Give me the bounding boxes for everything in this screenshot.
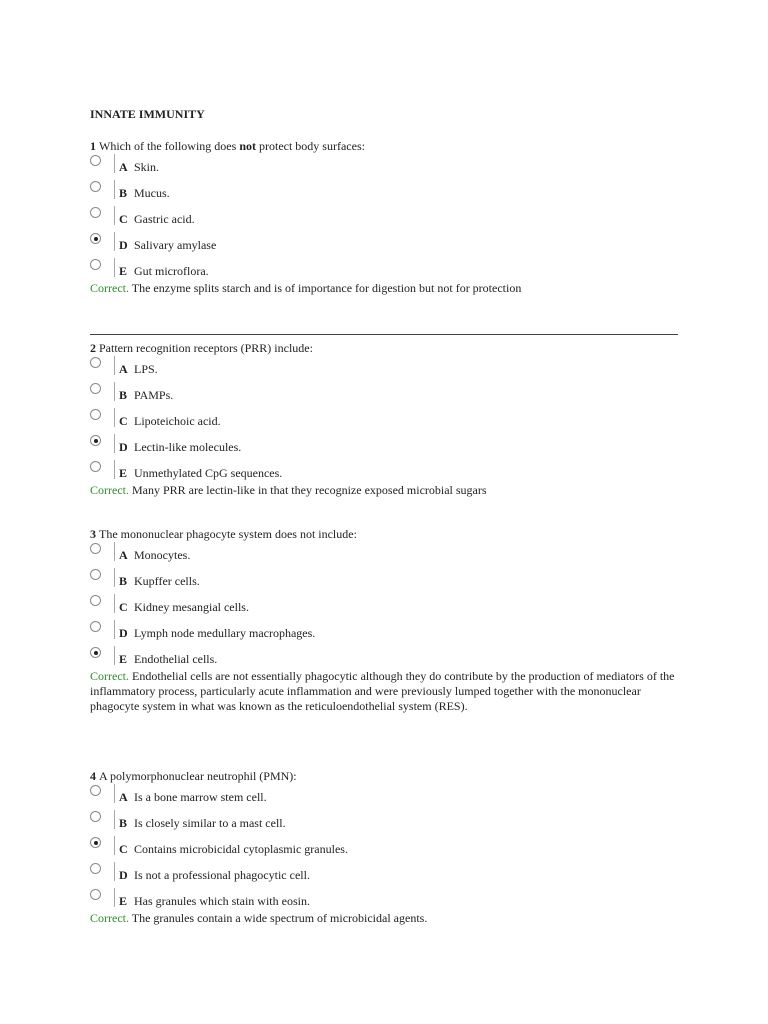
answer-option[interactable]: [90, 232, 680, 258]
option-divider: [114, 356, 115, 375]
radio-button[interactable]: [90, 207, 101, 218]
radio-button[interactable]: [90, 863, 101, 874]
option-text: Gut microflora.: [134, 264, 209, 278]
question-stem: [90, 526, 680, 542]
radio-button[interactable]: [90, 595, 101, 606]
option-text: Contains microbicidal cytoplasmic granules.: [134, 842, 348, 856]
option-divider: [114, 154, 115, 173]
feedback-correct-label: Correct.: [90, 483, 129, 497]
option-text: Kidney mesangial cells.: [134, 600, 249, 614]
option-letter: D: [119, 868, 128, 882]
option-letter: D: [119, 626, 128, 640]
radio-button[interactable]: [90, 155, 101, 166]
option-text: Gastric acid.: [134, 212, 195, 226]
option-letter: B: [119, 574, 128, 588]
option-divider: [114, 836, 115, 855]
option-letter: A: [119, 362, 128, 376]
radio-button[interactable]: [90, 543, 101, 554]
option-divider: [114, 568, 115, 587]
option-letter: A: [119, 160, 128, 174]
answer-option[interactable]: [90, 568, 680, 594]
radio-button[interactable]: [90, 461, 101, 472]
option-divider: [114, 232, 115, 251]
option-text: Endothelial cells.: [134, 652, 218, 666]
option-divider: [114, 646, 115, 665]
answer-option[interactable]: [90, 180, 680, 206]
option-divider: [114, 888, 115, 907]
question-text: A polymorphonuclear neutrophil (PMN):: [99, 769, 297, 783]
question-stem: [90, 768, 680, 784]
option-divider: [114, 180, 115, 199]
option-divider: [114, 460, 115, 479]
question-stem: [90, 340, 680, 356]
option-text: Lymph node medullary macrophages.: [134, 626, 316, 640]
feedback-text: Endothelial cells are not essentially phagocytic although they do contribute by the production of mediators of the inflammatory process, particularly acute inflammation and were previously lumped together with the mononuclear phagocyte system in what was known as the reticuloendothelial system (RES).: [90, 669, 675, 713]
answer-option[interactable]: [90, 620, 680, 646]
radio-button[interactable]: [90, 569, 101, 580]
question-block: [90, 138, 680, 296]
radio-button[interactable]: [90, 435, 101, 446]
answer-option[interactable]: [90, 542, 680, 568]
answer-option[interactable]: [90, 460, 680, 486]
radio-button[interactable]: [90, 621, 101, 632]
option-divider: [114, 810, 115, 829]
answer-option[interactable]: [90, 408, 680, 434]
radio-button[interactable]: [90, 647, 101, 658]
option-divider: [114, 258, 115, 277]
answer-option[interactable]: [90, 434, 680, 460]
option-text: Unmethylated CpG sequences.: [134, 466, 283, 480]
question-number: 2: [90, 341, 96, 355]
answer-option[interactable]: [90, 206, 680, 232]
question-number: 4: [90, 769, 96, 783]
question-block: [90, 526, 680, 714]
question-divider: [90, 334, 678, 335]
answer-option[interactable]: [90, 356, 680, 382]
option-divider: [114, 542, 115, 561]
answer-option[interactable]: [90, 888, 680, 914]
answer-option[interactable]: [90, 594, 680, 620]
option-letter: C: [119, 600, 128, 614]
option-letter: E: [119, 894, 128, 908]
option-divider: [114, 382, 115, 401]
option-divider: [114, 434, 115, 453]
option-letter: E: [119, 264, 128, 278]
question-text-emphasis: not: [239, 139, 256, 153]
option-letter: E: [119, 466, 128, 480]
radio-button[interactable]: [90, 233, 101, 244]
option-letter: B: [119, 186, 128, 200]
radio-button[interactable]: [90, 383, 101, 394]
option-text: Salivary amylase: [134, 238, 217, 252]
option-text: Is a bone marrow stem cell.: [134, 790, 267, 804]
option-text: Has granules which stain with eosin.: [134, 894, 310, 908]
feedback-correct-label: Correct.: [90, 281, 129, 295]
answer-option[interactable]: [90, 810, 680, 836]
option-letter: D: [119, 238, 128, 252]
feedback-text: The enzyme splits starch and is of importance for digestion but not for protection: [128, 281, 522, 295]
answer-option[interactable]: [90, 862, 680, 888]
radio-button[interactable]: [90, 785, 101, 796]
answer-option[interactable]: [90, 154, 680, 180]
answer-option[interactable]: [90, 258, 680, 284]
option-letter: A: [119, 790, 128, 804]
option-text: Kupffer cells.: [134, 574, 200, 588]
option-letter: C: [119, 212, 128, 226]
question-block: [90, 340, 680, 498]
question-text: Which of the following does: [99, 139, 240, 153]
option-text: Mucus.: [134, 186, 170, 200]
feedback-correct-label: Correct.: [90, 669, 129, 683]
option-letter: A: [119, 548, 128, 562]
answer-option[interactable]: [90, 382, 680, 408]
radio-button[interactable]: [90, 181, 101, 192]
question-text: protect body surfaces:: [255, 139, 365, 153]
radio-button[interactable]: [90, 837, 101, 848]
radio-button[interactable]: [90, 889, 101, 900]
option-divider: [114, 408, 115, 427]
question-stem: [90, 138, 680, 154]
option-letter: E: [119, 652, 128, 666]
question-text: Pattern recognition receptors (PRR) include:: [99, 341, 313, 355]
question-text: The mononuclear phagocyte system does not include:: [99, 527, 357, 541]
question-number: 1: [90, 139, 96, 153]
option-text: Monocytes.: [134, 548, 191, 562]
feedback-correct-label: Correct.: [90, 911, 129, 925]
option-letter: C: [119, 414, 128, 428]
option-divider: [114, 620, 115, 639]
option-letter: B: [119, 816, 128, 830]
option-text: Skin.: [134, 160, 160, 174]
option-letter: C: [119, 842, 128, 856]
question-block: [90, 768, 680, 926]
option-text: Lectin-like molecules.: [134, 440, 242, 454]
option-text: PAMPs.: [134, 388, 174, 402]
answer-option[interactable]: [90, 836, 680, 862]
feedback: [90, 669, 680, 714]
option-divider: [114, 784, 115, 803]
option-divider: [114, 206, 115, 225]
option-text: Is not a professional phagocytic cell.: [134, 868, 310, 882]
radio-button[interactable]: [90, 259, 101, 270]
option-text: Lipoteichoic acid.: [134, 414, 221, 428]
answer-option[interactable]: [90, 646, 680, 672]
option-text: LPS.: [134, 362, 158, 376]
feedback-text: Many PRR are lectin-like in that they recognize exposed microbial sugars: [128, 483, 487, 497]
option-letter: B: [119, 388, 128, 402]
feedback-text: The granules contain a wide spectrum of microbicidal agents.: [128, 911, 428, 925]
question-number: 3: [90, 527, 96, 541]
option-divider: [114, 594, 115, 613]
option-divider: [114, 862, 115, 881]
option-letter: D: [119, 440, 128, 454]
option-text: Is closely similar to a mast cell.: [134, 816, 286, 830]
radio-button[interactable]: [90, 811, 101, 822]
page-title: INNATE IMMUNITY: [90, 107, 205, 121]
answer-option[interactable]: [90, 784, 680, 810]
radio-button[interactable]: [90, 409, 101, 420]
radio-button[interactable]: [90, 357, 101, 368]
